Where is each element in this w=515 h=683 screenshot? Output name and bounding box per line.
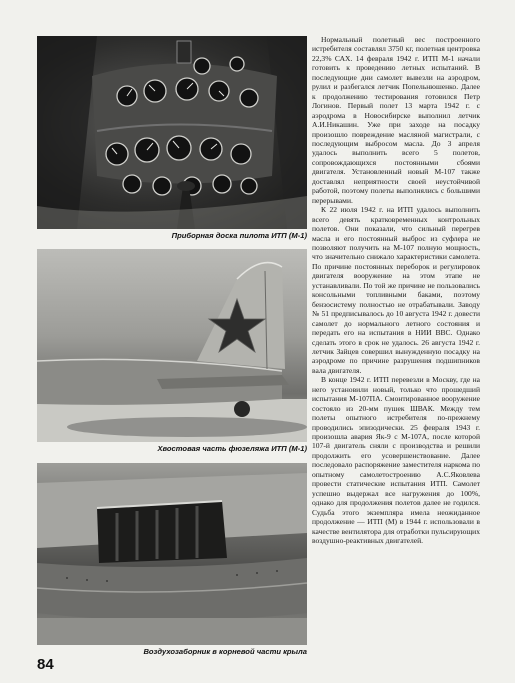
tail-section-caption: Хвостовая часть фюзеляжа ИТП (М-1)	[157, 444, 307, 453]
tail-section-photo	[37, 249, 307, 442]
instrument-panel-photo	[37, 36, 307, 229]
page-number: 84	[37, 656, 54, 673]
instrument-panel-illustration	[37, 36, 307, 229]
tail-section-illustration	[37, 249, 307, 442]
paragraph-1: Нормальный полетный вес построенного истребителя составлял 3750 кг, полетная центровка 22,3% САХ. 14 февраля 1942 г. ИТП М-1 начали готовить к проведению летных испытаний. В последующие дни самолет вывезли на аэродром, рулил и разбегался летчик Попельнюшенко. Далее к продолжению тестирования готовился Петр Логинов. Первый полет 13 марта 1942 г. с аэродрома в Новосибирске выполнил летчик А.И.Никашин. Уже при заходе на посадку произошло повреждение масляной магистрали, с последующим выбросом масла. До 3 апреля удалось выполнить всего 5 полетов, сопровождающихся постоянными сбоями двигателя. Установленный новый М-107 также доставлял неприятности своей неустойчивой работой, поэтому полеты выполнялись с большими перерывами.	[312, 35, 480, 205]
air-intake-illustration	[37, 463, 307, 645]
air-intake-photo	[37, 463, 307, 645]
paragraph-2: К 22 июля 1942 г. на ИТП удалось выполнить всего девять кратковременных контрольных полетов. Они показали, что сильный перегрев масла и его постоянный выброс из суфлера не позволяют получить на М-107 полную мощность, что значительно снижало характеристики самолета. По причине постоянных переборок и регулировок двигателя вооружение на этом этапе не устанавливали. По той же причине не пользовались консольными топливными баками, поэтому бензосистему полностью не отрабатывали. Заводу № 51 предписывалось до 10 августа 1942 г. довести самолет до нормального летного состояния и передать его на испытания в НИИ ВВС. Однако сделать этого в срок не удалось. 26 августа 1942 г. летчик Зайцев совершил вынужденную посадку на аэродроме по причине разрушения подшипников вала двигателя.	[312, 205, 480, 375]
air-intake-caption: Воздухозаборник в корневой части крыла	[143, 647, 307, 656]
instrument-panel-caption: Приборная доска пилота ИТП (М-1)	[171, 231, 307, 240]
paragraph-3: В конце 1942 г. ИТП перевезли в Москву, где на него установили новый, только что прошедший испытания М-107ПА. Смонтированное вооружение состояло из 20-мм пушек ШВАК. Между тем полеты опытного истребителя по-прежнему проводились эпизодически. 25 февраля 1943 г. произошла авария Як-9 с М-107А, после которой 107-й двигатель сняли с производства и решили продолжить его усовершенствование. Далее последовало распоряжение заместителя наркома по опытному самолетостроению А.С.Яковлева провести статические испытания ИТП. Самолет успешно выдержал все нагружения до 100%, однако для продолжения полетов далее не годился. Судьба этого экземпляра имела неожиданное продолжение — ИТП (М) в 1944 г. использовали в качестве вентилятора для отработки пульсирующих воздушно-реактивных двигателей.	[312, 375, 480, 546]
article-text-column	[312, 35, 480, 545]
